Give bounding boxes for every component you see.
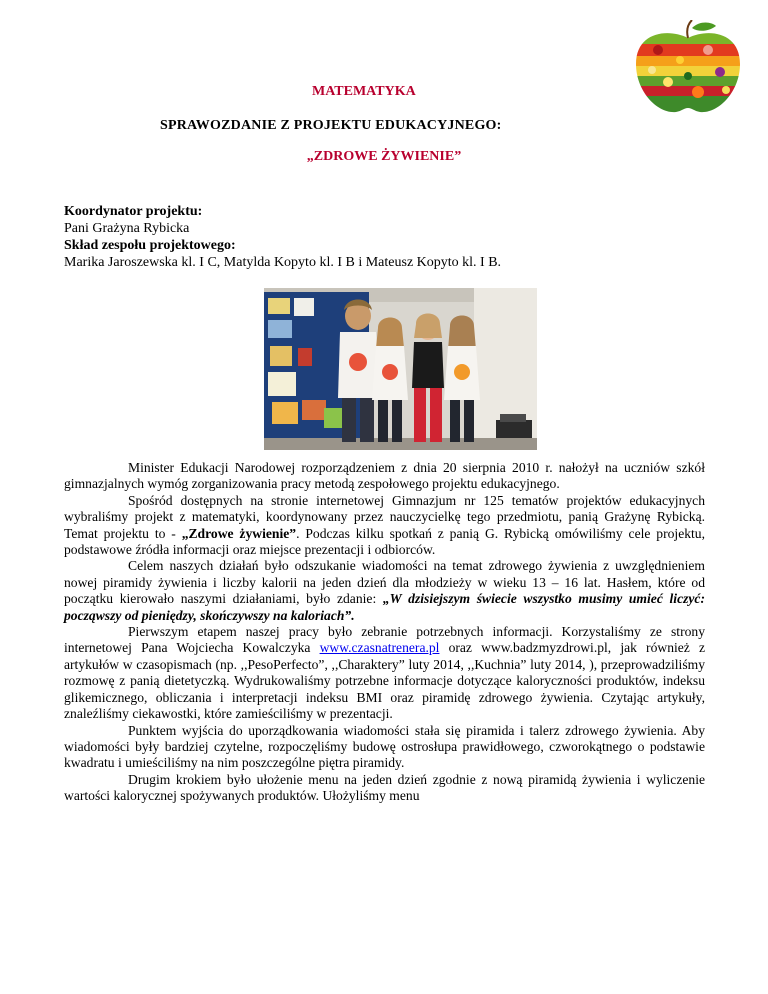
- paragraph-4-text-b: oraz www.badzmyzdrowi.pl, jak również z artykułów w czasopismach (np. ,,PesoPerfecto”, ,,Charaktery” luty 2014, ,,Kuchnia” luty 2014, ), przeprowadziliśmy rozmowę z panią dietetyczką. Wydrukowaliśmy potrzebne informacje dotyczące kaloryczności produktów, indeksu glikemicznego, obliczania i interpretacji indeksu BMI oraz piramidę zdrowego żywienia. Czytając artykuły, znaleźliśmy ciekawostki, które zamieściliśmy w prezentacji.: [64, 640, 705, 722]
- paragraph-3-text: Celem naszych działań było odszukanie wiadomości na temat zdrowego żywienia z uwzględnieniem nowej piramidy żywienia i liczby kalorii na jeden dzień dla młodzieży w wieku 13 – 16 lat. Hasłem, które od początku kierowało naszymi działaniami, było zdanie:: [64, 558, 705, 607]
- paragraph-1: Minister Edukacji Narodowej rozporządzeniem z dnia 20 sierpnia 2010 r. nałożył na uczniów szkół gimnazjalnych wymóg zorganizowania pracy metodą zespołowego projektu edukacyjnego.: [64, 460, 705, 492]
- coordinator-label: Koordynator projektu:: [64, 204, 203, 219]
- paragraph-2-text-a: Spośród dostępnych na stronie internetowej Gimnazjum nr 125 tematów projektów edukacyjnych wybraliśmy projekt z matematyki, koordynowany przez nauczycielkę tego przedmiotu, panią Grażynę Rybicką. Temat projektu to -: [64, 492, 705, 541]
- czasnatrenera-link[interactable]: www.czasnatrenera.pl: [319, 640, 440, 656]
- report-body: [64, 460, 705, 805]
- subject-text: MATEMATYKA: [312, 84, 416, 99]
- team-photo: [264, 288, 537, 450]
- paragraph-4: [64, 624, 705, 722]
- paragraph-6: Drugim krokiem było ułożenie menu na jeden dzień zgodnie z nową piramidą żywienia i wyliczenie wartości kalorycznej spożywanych produktów. Ułożyliśmy menu: [64, 771, 705, 804]
- paragraph-5: Punktem wyjścia do uporządkowania wiadomości stała się piramida i talerz zdrowego żywienia. Aby wiadomości były bardziej czytelne, rozpoczęliśmy budowę ostrosłupa prawidłowego, czworokątnego o podstawie kwadratu i umieściliśmy na nim poszczególne piętra piramidy.: [64, 722, 705, 771]
- project-name: „ZDROWE ŻYWIENIE”: [306, 149, 462, 164]
- paragraph-2-text-b: . Podczas kilku spotkań z panią G. Rybicką omówiliśmy cele projektu, podstawowe źródła informacji oraz miejsce prezentacji i odbiorców.: [64, 525, 705, 558]
- coordinator-name: Pani Grażyna Rybicka: [64, 221, 190, 236]
- team-members: Marika Jaroszewska kl. I C, Matylda Kopyto kl. I B i Mateusz Kopyto kl. I B.: [64, 255, 502, 270]
- report-title: SPRAWOZDANIE Z PROJEKTU EDUKACYJNEGO:: [160, 118, 502, 133]
- project-info: [64, 203, 501, 271]
- paragraph-4-text-a: Pierwszym etapem naszej pracy było zebranie potrzebnych informacji. Korzystaliśmy ze strony internetowej Pana Wojciecha Kowalczyka: [64, 624, 705, 656]
- paragraph-2: [64, 493, 705, 559]
- motto-quote: „W dzisiejszym świecie wszystko musimy umieć liczyć: począwszy od pieniędzy, skończywszy na kaloriach”.: [64, 591, 705, 623]
- team-label: Skład zespołu projektowego:: [64, 238, 236, 253]
- fruit-apple-logo: [628, 20, 748, 116]
- paragraph-3: [64, 558, 705, 624]
- project-topic: „Zdrowe żywienie”: [181, 525, 297, 541]
